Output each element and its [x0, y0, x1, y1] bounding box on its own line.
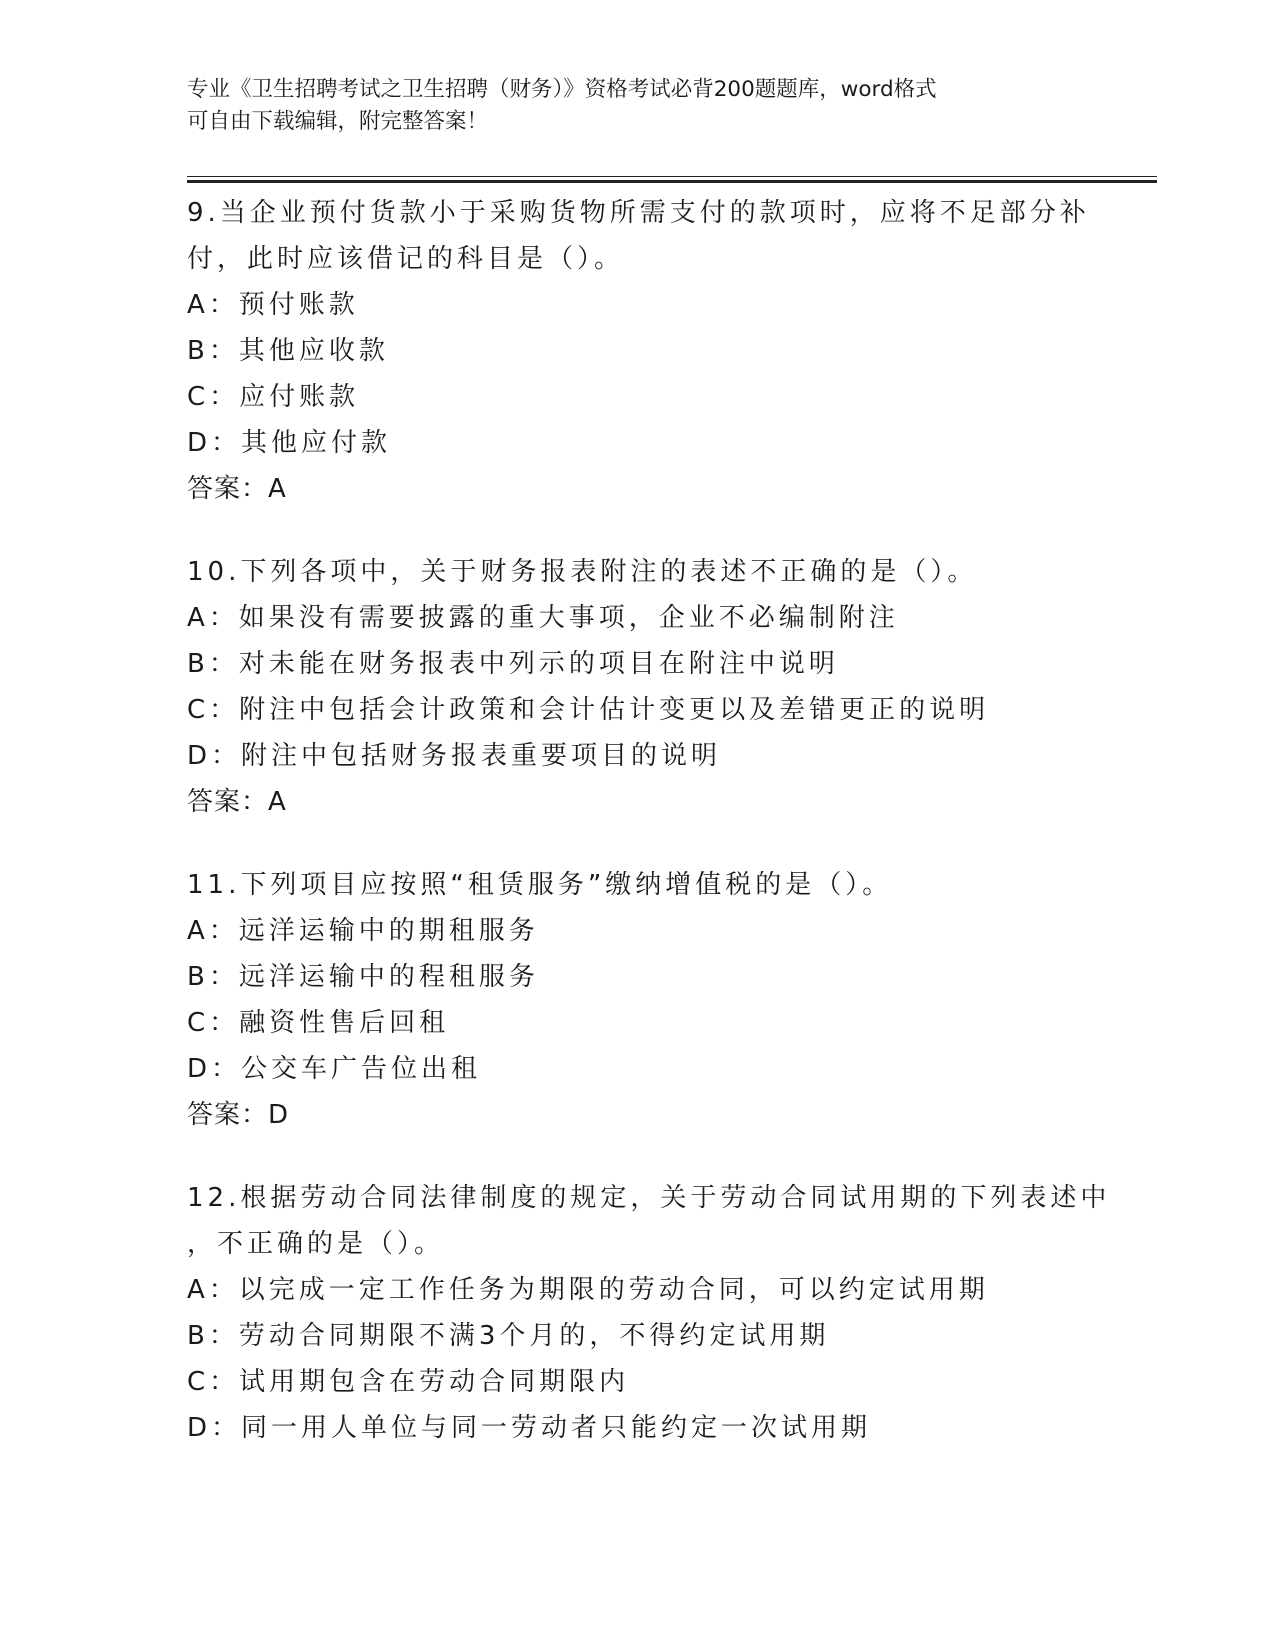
question-stem: 12.根据劳动合同法律制度的规定，关于劳动合同试用期的下列表述中 [187, 1183, 1111, 1213]
question-12 [187, 1175, 1111, 1451]
option-d: D：同一用人单位与同一劳动者只能约定一次试用期 [187, 1413, 872, 1443]
document-header [187, 74, 1067, 138]
question-list [187, 190, 1111, 1488]
option-c: C：附注中包括会计政策和会计估计变更以及差错更正的说明 [187, 695, 990, 725]
option-d: D：其他应付款 [187, 428, 392, 458]
option-b: B：其他应收款 [187, 336, 389, 366]
option-d: D：附注中包括财务报表重要项目的说明 [187, 741, 722, 771]
option-a: A：远洋运输中的期租服务 [187, 916, 539, 946]
question-stem: 10.下列各项中，关于财务报表附注的表述不正确的是（）。 [187, 557, 978, 587]
header-line-2: 可自由下载编辑，附完整答案！ [187, 109, 489, 134]
question-stem: 11.下列项目应按照“租赁服务”缴纳增值税的是（）。 [187, 870, 893, 900]
header-divider-thick [187, 180, 1157, 183]
option-b: B：对未能在财务报表中列示的项目在附注中说明 [187, 649, 839, 679]
question-9 [187, 190, 1090, 512]
option-c: C：应付账款 [187, 382, 360, 412]
option-c: C：试用期包含在劳动合同期限内 [187, 1367, 630, 1397]
question-10 [187, 549, 1087, 825]
question-stem: 9.当企业预付货款小于采购货物所需支付的款项时，应将不足部分补 [187, 198, 1090, 228]
option-c: C：融资性售后回租 [187, 1008, 450, 1038]
option-b: B：劳动合同期限不满3个月的，不得约定试用期 [187, 1321, 830, 1351]
option-b: B：远洋运输中的程租服务 [187, 962, 539, 992]
header-divider-thin [187, 176, 1157, 177]
question-stem: 付，此时应该借记的科目是（）。 [187, 244, 625, 274]
answer: 答案：A [187, 787, 287, 817]
answer: 答案：D [187, 1100, 290, 1130]
option-a: A：以完成一定工作任务为期限的劳动合同，可以约定试用期 [187, 1275, 989, 1305]
header-line-1: 专业《卫生招聘考试之卫生招聘（财务）》资格考试必背200题题库，word格式 [187, 77, 937, 102]
option-a: A：如果没有需要披露的重大事项，企业不必编制附注 [187, 603, 899, 633]
answer: 答案：A [187, 474, 287, 504]
option-a: A：预付账款 [187, 290, 359, 320]
question-11 [187, 862, 1087, 1138]
question-stem: ，不正确的是（）。 [187, 1229, 445, 1259]
option-d: D：公交车广告位出租 [187, 1054, 482, 1084]
